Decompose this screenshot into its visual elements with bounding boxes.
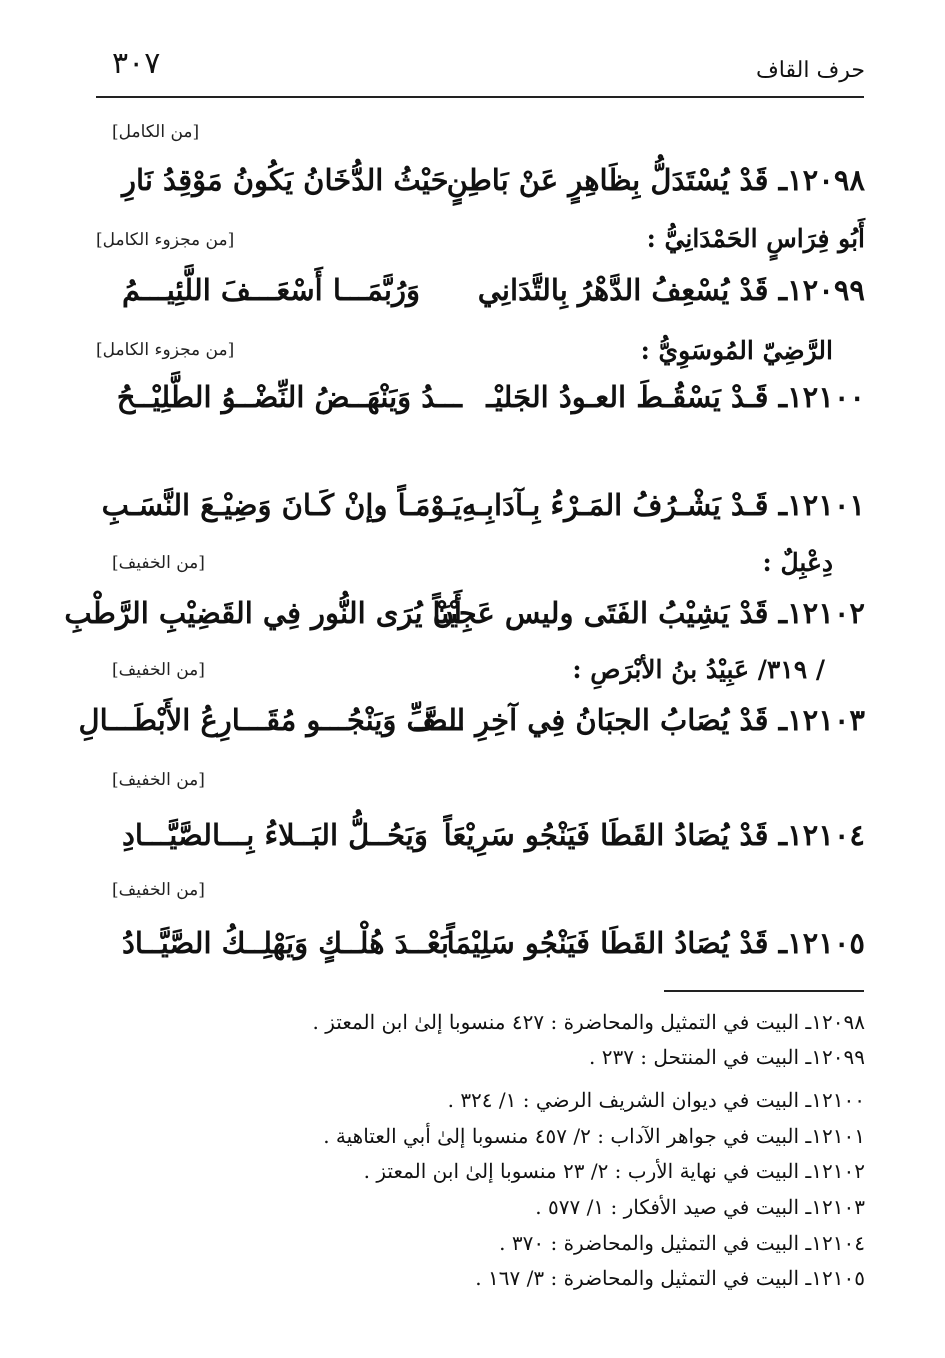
verse-first-hemistich: ١٢٠٩٨ـ قَدْ يُسْتَدَلُّ بِظَاهِرٍ عَنْ بَاطِنٍ (446, 163, 865, 197)
verse-second-hemistich: حَيْثُ الدُّخَانُ يَكُونُ مَوْقِدُ نَارِ (122, 163, 449, 197)
verse-second-hemistich: ـــفِّ وَيَنْجُـــو مُقَـــارِعُ الأَبْطَـــالِ (78, 703, 462, 737)
verse-first-hemistich: ١٢١٠٠ـ قَـدْ يَسْقُـطَ العـودُ الجَليْـ (486, 380, 865, 414)
header-divider (96, 96, 864, 98)
footnote: ١٢١٠٠ـ البيت في ديوان الشريف الرضي : ١/ ٣٢٤ . (447, 1088, 865, 1112)
verse-meter: [من الخفيف] (112, 770, 205, 790)
footnote: ١٢١٠١ـ البيت في جواهر الآداب : ٢/ ٤٥٧ منسوبا إلىٰ أبي العتاهية . (323, 1124, 865, 1148)
poet-attribution: الرَّضِيّ المُوسَوِيُّ : (640, 336, 833, 365)
footnote: ١٢١٠٥ـ البيت في التمثيل والمحاضرة : ٣/ ١٦٧ . (475, 1266, 865, 1290)
verse-second-hemistich: وَرُبَّمَـــا أَسْعَـــفَ اللَّئِيـــمُ (122, 273, 421, 307)
verse-meter: [من مجزوء الكامل] (96, 340, 235, 360)
verse-first-hemistich: ١٢٠٩٩ـ قَدْ يُسْعِفُ الدَّهْرُ بِالتَّدَانِي (477, 273, 865, 307)
poet-attribution: أَبُو فِرَاسٍ الحَمْدَانِيُّ : (646, 224, 865, 253)
verse-second-hemistich: بَعْــدَ هُلْــكٍ وَيَهْلِــكُ الصَّيَّــادُ (122, 926, 449, 960)
footnote-divider (664, 990, 864, 992)
poet-attribution: / ٣١٩/ عَبِيْدُ بنُ الأبْرَصِ : (572, 655, 825, 684)
footnote: ١٢١٠٢ـ البيت في نهاية الأرب : ٢/ ٢٣ منسوبا إلىٰ ابن المعتز . (363, 1159, 865, 1183)
verse-second-hemistich: أَنْ يُرَى النُّور فِي القَضِيْبِ الرَّطْبِ (64, 596, 462, 630)
verse-first-hemistich: ١٢١٠٤ـ قَدْ يُصَادُ القَطَا فَيَنْجُو سَرِيْعَاً (443, 818, 865, 852)
verse-second-hemistich: وَيَحُــلُّ البَــلاءُ بِـــالصَّيَّـــادِ (122, 818, 428, 852)
footnote: ١٢١٠٤ـ البيت في التمثيل والمحاضرة : ٣٧٠ . (499, 1231, 865, 1255)
verse-first-hemistich: ١٢١٠١ـ قَـدْ يَشْـرُفُ المَـرْءُ بِـآدَابِـهِ (461, 488, 865, 522)
verse-first-hemistich: ١٢١٠٥ـ قَدْ يُصَادُ القَطَا فَيَنْجُو سَلِيْمَاً (446, 926, 865, 960)
verse-first-hemistich: ١٢١٠٣ـ قَدْ يُصَابُ الجبَانُ فِي آخِرِ الصَّـ (414, 703, 865, 737)
verse-meter: [من الخفيف] (112, 660, 205, 680)
verse-meter: [من الكامل] (112, 122, 200, 142)
footnote: ١٢٠٩٩ـ البيت في المنتحل : ٢٣٧ . (589, 1045, 865, 1069)
page-number: ٣٠٧ (112, 46, 161, 81)
verse-meter: [من مجزوء الكامل] (96, 230, 235, 250)
footnote: ١٢١٠٣ـ البيت في صيد الأفكار : ١/ ٥٧٧ . (535, 1195, 865, 1219)
verse-second-hemistich: يَـوْمَـاً وإنْ كَـانَ وَضِيْـعَ النَّسَـبِ (101, 488, 462, 522)
poet-attribution: دِعْبِلٌ : (762, 548, 833, 577)
verse-first-hemistich: ١٢١٠٢ـ قَدْ يَشِيْبُ الفَتَى وليس عَجِيْبَاً (432, 596, 865, 630)
chapter-title: حرف القاف (756, 58, 865, 83)
verse-meter: [من الخفيف] (112, 553, 205, 573)
verse-second-hemistich: ـــدُ وَيَنْهَــضُ النِّضْــوُ الطَّلِيْــحُ (116, 380, 462, 414)
footnote: ١٢٠٩٨ـ البيت في التمثيل والمحاضرة : ٤٢٧ منسوبا إلىٰ ابن المعتز . (312, 1010, 865, 1034)
verse-meter: [من الخفيف] (112, 880, 205, 900)
